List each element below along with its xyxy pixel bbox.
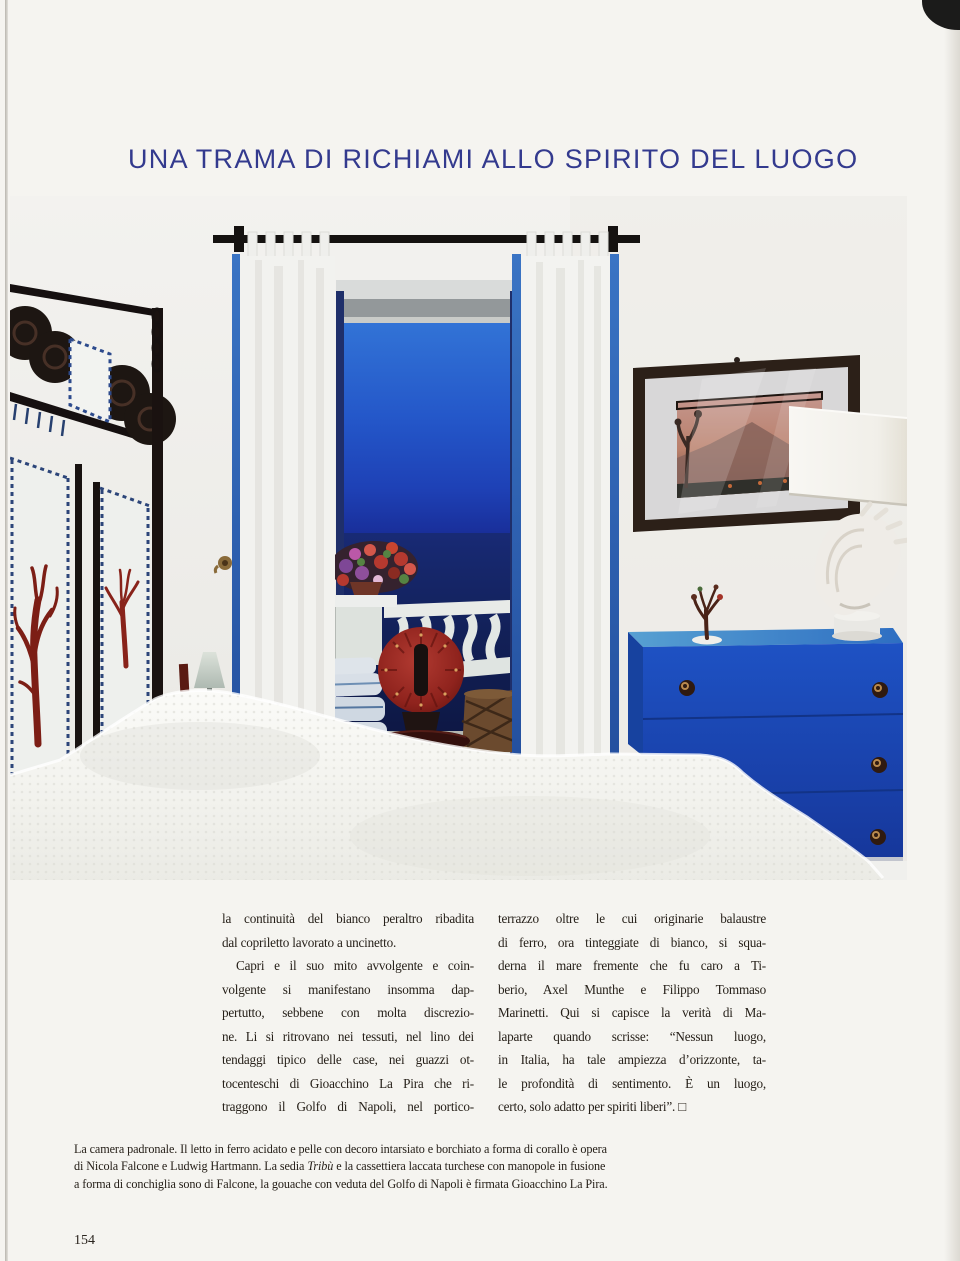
text-line: tendaggi tipico delle case, nei guazzi ot-	[222, 1052, 474, 1067]
caption-line: La camera padronale. Il letto in ferro acidato e pelle con decoro intarsiato e borchiato a forma di corallo è opera	[74, 1142, 607, 1156]
text-line: le profondità di sentimento. È un luogo,	[498, 1075, 766, 1091]
text-line: laparte quando scrisse: “Nessun luogo,	[498, 1028, 766, 1044]
curtain-right	[512, 232, 619, 756]
page-title: UNA TRAMA DI RICHIAMI ALLO SPIRITO DEL LUOGO	[128, 144, 859, 175]
wicker-basket	[462, 689, 516, 752]
bedroom-photo-illustration	[10, 196, 907, 880]
text-line: volgente si manifestano insomma dap-	[222, 981, 474, 997]
text-line: tocenteschi di Gioacchino La Pira che ri-	[222, 1075, 474, 1091]
text-line: pertutto, sebbene con molta discrezio-	[222, 1005, 474, 1020]
text-line: Marinetti. Qui si capisce la verità di Ma-	[498, 1005, 766, 1020]
caption-line	[74, 1158, 608, 1175]
text-line: traggono il Golfo di Napoli, nel portico-	[222, 1099, 474, 1114]
text-line: derna il mare fremente che fu caro a Ti-	[498, 958, 766, 973]
caption-line: a forma di conchiglia sono di Falcone, la gouache con veduta del Golfo di Napoli è firmata Gioacchino La Pira.	[74, 1176, 608, 1191]
text-line: di ferro, ora tinteggiate di bianco, si squa-	[498, 934, 766, 950]
text-line: certo, solo adatto per spiriti liberi”. □	[498, 1099, 686, 1114]
text-line: terrazzo oltre le cui originarie balaustre	[498, 911, 766, 926]
text-line: ne. Li si ritrovano nei tessuti, nel lino dei	[222, 1028, 474, 1044]
floor-lampshade	[789, 407, 907, 505]
article-column-left	[222, 907, 474, 1119]
caption-text: di Nicola Falcone e Ludwig Hartmann. La sedia	[74, 1159, 308, 1174]
curtain-right-blue-trim-right	[610, 254, 619, 756]
text-line: berio, Axel Munthe e Filippo Tommaso	[498, 981, 766, 997]
page-scan-edge-left	[5, 0, 8, 1261]
bedroom-photo	[10, 196, 907, 880]
text-line: in Italia, ha tale ampiezza d’orizzonte, ta-	[498, 1052, 766, 1067]
article-column-right	[498, 907, 766, 1119]
page-scan-edge-right	[944, 0, 960, 1261]
text-line: dal copriletto lavorato a uncinetto.	[222, 934, 397, 950]
terrace-doorway	[313, 280, 518, 766]
page-number: 154	[74, 1233, 95, 1248]
caption-italic-chair-name: Tribù	[307, 1159, 334, 1174]
sky-view	[344, 323, 510, 535]
curtain-left-blue-trim	[232, 254, 240, 756]
photo-caption	[74, 1141, 608, 1193]
curtain-right-blue-trim-left	[512, 254, 521, 756]
caption-text: e la cassettiera laccata turchese con manopole in fusione	[333, 1159, 606, 1174]
text-line: Capri e il suo mito avvolgente e coin-	[236, 958, 474, 973]
page-scan-corner-artifact	[922, 0, 960, 30]
text-line: la continuità del bianco peraltro ribadita	[222, 911, 474, 926]
leather-panel-left	[10, 458, 68, 786]
curtain-left	[232, 232, 335, 756]
